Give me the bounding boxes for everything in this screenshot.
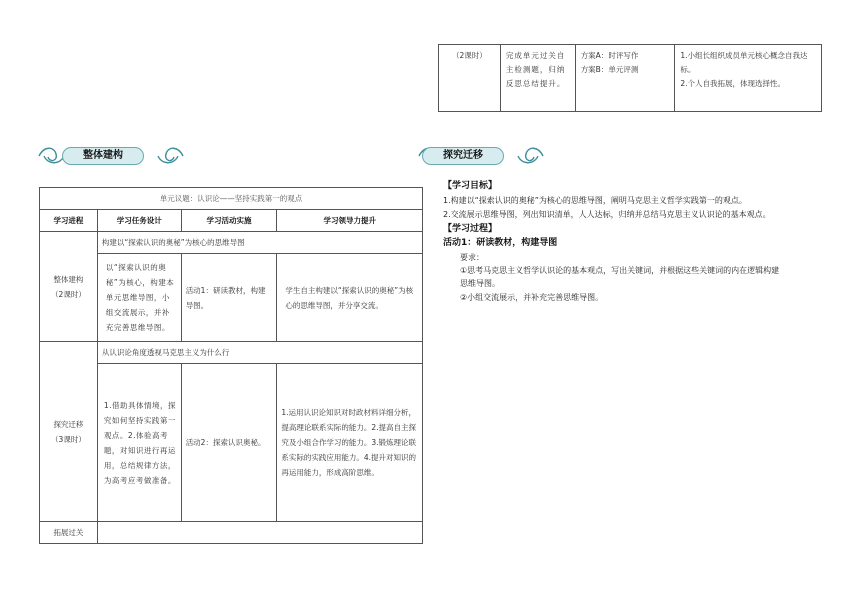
activity-line: 方案B：单元评测 bbox=[580, 65, 639, 74]
column-header: 学习活动实施 bbox=[181, 210, 277, 232]
unit-plan-table bbox=[39, 187, 423, 544]
period-cell: （2课时） bbox=[439, 45, 501, 112]
requirement-item: ①思考马克思主义哲学认识论的基本观点，写出关键词，并根据这些关键词的内在逻辑构建 bbox=[460, 266, 780, 275]
table-row bbox=[40, 522, 423, 544]
activity-cell bbox=[575, 45, 675, 112]
heading-banner-left bbox=[36, 143, 186, 169]
task-cell: 以“探索认识的奥秘”为核心，构建本单元思维导图，小组交流展示，并补充完善思维导图。 bbox=[97, 254, 181, 342]
table-row bbox=[40, 254, 423, 342]
section-heading: 探究迁移 bbox=[422, 147, 504, 165]
process-heading: 【学习过程】 bbox=[443, 224, 498, 234]
section-heading: 整体建构 bbox=[62, 147, 144, 165]
activity-line: 方案A：时评写作 bbox=[580, 51, 639, 60]
activity-cell: 活动1：研读教材，构建导图。 bbox=[181, 254, 277, 342]
goal-item: 1.构建以“探索认识的奥秘”为核心的思维导图，阐明马克思主义哲学实践第一的观点。 bbox=[443, 196, 747, 205]
table-row bbox=[40, 342, 423, 364]
row-subtitle: 构建以“探索认识的奥秘”为核心的思维导图 bbox=[97, 232, 422, 254]
goal-cell bbox=[675, 45, 822, 112]
activity-title: 活动1：研读教材，构建导图 bbox=[443, 238, 558, 248]
table-row bbox=[40, 188, 423, 210]
column-header: 学习进程 bbox=[40, 210, 98, 232]
task-cell: 完成单元过关自主检测题，归纳反思总结提升。 bbox=[500, 45, 575, 112]
empty-cell bbox=[97, 522, 422, 544]
goal-heading: 【学习目标】 bbox=[443, 181, 498, 191]
stage-cell: 整体建构（2课时） bbox=[40, 232, 98, 342]
table-row bbox=[439, 45, 822, 112]
table-row bbox=[40, 232, 423, 254]
stage-cell: 探究迁移（3课时） bbox=[40, 342, 98, 522]
activity-cell: 活动2：探索认识奥秘。 bbox=[181, 364, 277, 522]
column-header: 学习领导力提升 bbox=[277, 210, 423, 232]
goal-line: 2.个人自我拓展，体现选择性。 bbox=[680, 79, 786, 88]
continuation-table bbox=[438, 44, 822, 112]
goal-cell: 1.运用认识论知识对时政材料详细分析，提高理论联系实际的能力。2.提高自主探究及小组合作学习的能力。3.锻炼理论联系实际的实践应用能力。4.提升对知识的再运用能力，形成高阶思维。 bbox=[277, 364, 423, 522]
heading-banner-right bbox=[416, 143, 546, 169]
table-title: 单元议题：认识论——坚持实践第一的观点 bbox=[40, 188, 423, 210]
stage-cell: 拓展过关 bbox=[40, 522, 98, 544]
goal-line: 1.小组长组织成员单元核心概念自我达标。 bbox=[680, 51, 808, 74]
requirement-item: ②小组交流展示，并补充完善思维导图。 bbox=[460, 293, 604, 302]
goal-item: 2.交流展示思维导图，列出知识清单，人人达标，归纳并总结马克思主义认识论的基本观点。 bbox=[443, 210, 771, 219]
table-row bbox=[40, 364, 423, 522]
goal-cell: 学生自主构建以“探索认识的奥秘”为核心的思维导图，并分享交流。 bbox=[277, 254, 423, 342]
requirement-label: 要求： bbox=[460, 253, 484, 262]
row-subtitle: 从认识论角度透视马克思主义为什么行 bbox=[97, 342, 422, 364]
column-header: 学习任务设计 bbox=[97, 210, 181, 232]
task-cell: 1.借助具体情境，探究如何坚持实践第一观点。2.体验高考题，对知识进行再运用，总结规律方法，为高考应考做准备。 bbox=[97, 364, 181, 522]
requirement-item: 思维导图。 bbox=[460, 279, 500, 288]
table-header-row bbox=[40, 210, 423, 232]
